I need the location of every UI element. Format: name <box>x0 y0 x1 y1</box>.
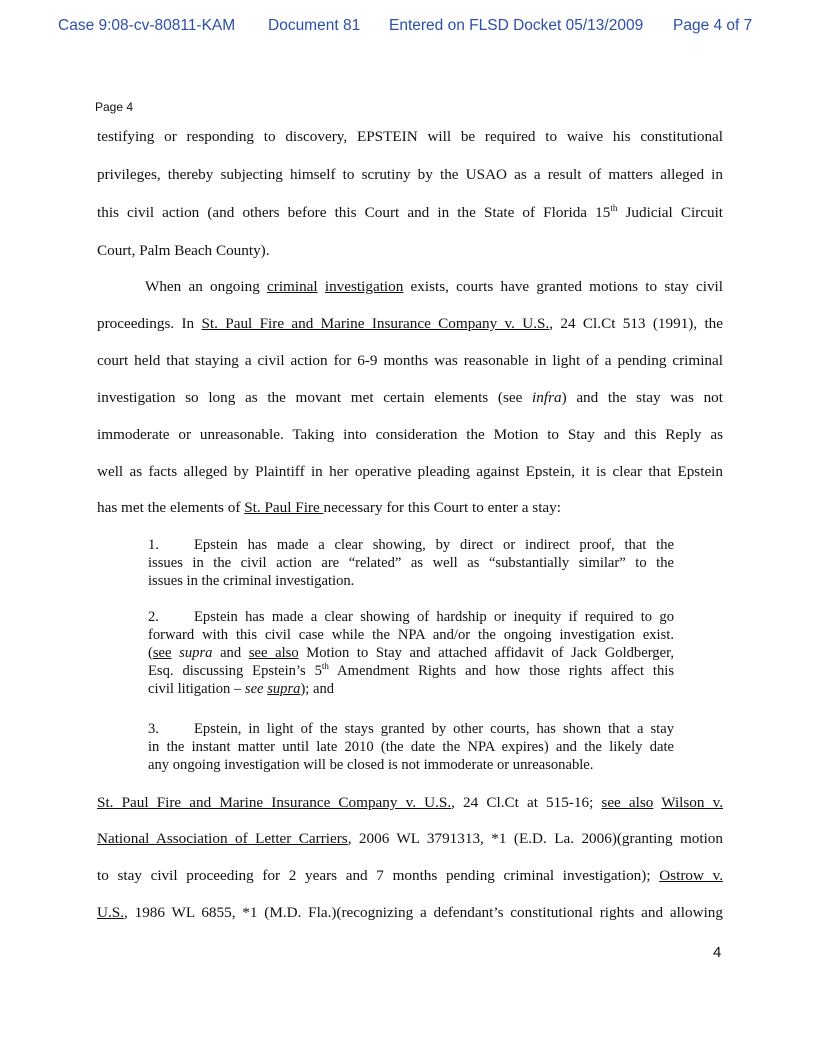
italic-text: infra <box>532 389 562 406</box>
text: When an ongoing <box>145 278 268 295</box>
text: Amendment Rights and how those rights affect this <box>328 663 675 679</box>
paragraph-3-line <box>97 904 723 921</box>
text: necessary for this Court to enter a stay: <box>323 499 561 516</box>
page-of-total: Page 4 of 7 <box>673 17 753 34</box>
paragraph-2-line <box>97 389 723 406</box>
list-line <box>148 720 674 738</box>
paragraph-1-line: privileges, thereby subjecting himself to scrutiny by the USAO as a result of matters alleged in <box>97 166 723 183</box>
page-label: Page 4 <box>95 100 134 114</box>
text: proceedings. In <box>97 315 202 332</box>
numbered-list-item-1 <box>148 536 674 590</box>
text: has met the elements of <box>97 499 245 516</box>
list-number: 3. <box>148 721 159 737</box>
text: Esq. discussing Epstein’s 5 <box>148 663 322 679</box>
case-citation: National Association of Letter Carriers <box>97 830 348 847</box>
text: to stay civil proceeding for 2 years and 7 months pending criminal investigation); <box>97 867 660 884</box>
list-line: in the instant matter until late 2010 (the date the NPA expires) and the likely date <box>148 739 674 755</box>
list-line: issues in the civil action are “related” as well as “substantially similar” to the <box>148 555 674 571</box>
case-citation: Wilson v. <box>661 794 724 811</box>
paragraph-2-line <box>97 315 723 332</box>
text: and <box>212 645 249 661</box>
paragraph-2-line: well as facts alleged by Plaintiff in her operative pleading against Epstein, it is clear that Epstein <box>97 463 723 480</box>
text: ) and the stay was not <box>561 389 724 406</box>
list-line <box>148 644 674 662</box>
text: , 1986 WL 6855, *1 (M.D. Fla.)(recognizing a defendant’s constitutional rights and allowing <box>124 904 723 921</box>
text: Epstein has made a clear showing, by direct or indirect proof, that the <box>194 537 674 553</box>
list-line: forward with this civil case while the NPA and/or the ongoing investigation exist. <box>148 627 674 643</box>
underlined-text: see <box>152 645 172 661</box>
paragraph-1-line: testifying or responding to discovery, EPSTEIN will be required to waive his constitutional <box>97 128 723 145</box>
list-line <box>148 662 674 680</box>
case-citation: Ostrow v. <box>659 867 724 884</box>
text: Judicial Circuit <box>617 204 724 221</box>
document-number: Document 81 <box>268 17 361 34</box>
case-citation: St. Paul Fire <box>244 499 324 516</box>
text: investigation so long as the movant met certain elements (see <box>97 389 533 406</box>
text: , 24 Cl.Ct at 515-16; <box>451 794 602 811</box>
list-line <box>148 680 674 698</box>
underlined-text: see also <box>248 645 299 661</box>
text: this civil action (and others before this Court and in the State of Florida 15 <box>97 204 611 221</box>
underlined-text: see also <box>601 794 654 811</box>
text: , 2006 WL 3791313, *1 (E.D. La. 2006)(granting motion <box>347 830 723 847</box>
italic-text: see <box>244 681 264 697</box>
case-number: Case 9:08-cv-80811-KAM <box>58 17 236 34</box>
list-line: issues in the criminal investigation. <box>148 573 355 589</box>
text <box>318 278 325 295</box>
underlined-text: investigation <box>324 278 404 295</box>
numbered-list-item-3 <box>148 720 674 774</box>
case-citation: St. Paul Fire and Marine Insurance Company v. U.S. <box>201 315 550 332</box>
paragraph-1-line: Court, Palm Beach County). <box>97 242 270 259</box>
page-number: 4 <box>713 944 722 961</box>
paragraph-2-line: immoderate or unreasonable. Taking into consideration the Motion to Stay and this Reply as <box>97 426 723 443</box>
superscript: th <box>321 661 329 672</box>
case-citation: U.S. <box>97 904 125 921</box>
paragraph-1-line <box>97 204 723 221</box>
paragraph-3-line <box>97 830 723 847</box>
list-line <box>148 608 674 626</box>
paragraph-3-line <box>97 867 723 884</box>
list-line: any ongoing investigation will be closed is not immoderate or unreasonable. <box>148 757 594 773</box>
text: ); and <box>300 681 335 697</box>
paragraph-2-line: court held that staying a civil action for 6-9 months was reasonable in light of a pending criminal <box>97 352 723 369</box>
case-citation: St. Paul Fire and Marine Insurance Company v. U.S. <box>97 794 452 811</box>
italic-text: supra <box>179 645 213 661</box>
paragraph-2-line <box>145 278 723 295</box>
list-number: 1. <box>148 537 159 553</box>
list-line <box>148 536 674 554</box>
text: civil litigation – <box>148 681 245 697</box>
superscript: th <box>610 202 618 213</box>
text: exists, courts have granted motions to stay civil <box>403 278 723 295</box>
italic-underlined-text: supra <box>267 681 301 697</box>
paragraph-3-line <box>97 794 723 811</box>
underlined-text: criminal <box>267 278 318 295</box>
text: , 24 Cl.Ct 513 (1991), the <box>549 315 724 332</box>
text: Epstein has made a clear showing of hardship or inequity if required to go <box>194 609 674 625</box>
text: Epstein, in light of the stays granted by other courts, has shown that a stay <box>194 721 674 737</box>
text: ( <box>148 645 153 661</box>
docket-entry-date: Entered on FLSD Docket 05/13/2009 <box>389 17 644 34</box>
text: Motion to Stay and attached affidavit of Jack Goldberger, <box>298 645 674 661</box>
numbered-list-item-2 <box>148 608 674 698</box>
list-number: 2. <box>148 609 159 625</box>
paragraph-2-line <box>97 499 723 516</box>
